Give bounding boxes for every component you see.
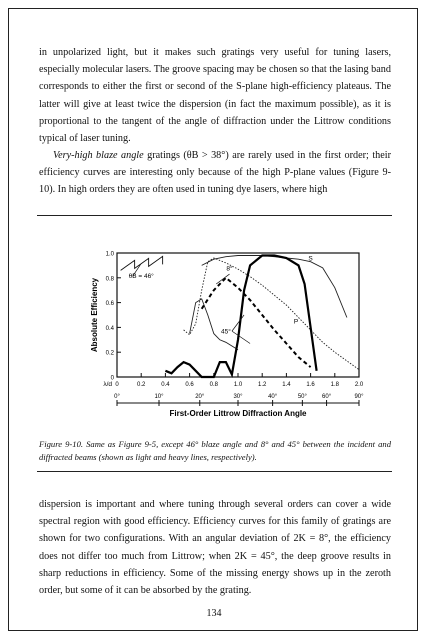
y-tick-label: 1.0 [105, 251, 114, 258]
pointer-45deg [232, 315, 250, 344]
angle-tick-label: 90° [354, 394, 364, 400]
chart-annotation: S [308, 255, 313, 263]
x-tick-label: 0.4 [161, 382, 170, 388]
x-tick-label: 1.2 [258, 382, 267, 388]
series-line-1 [202, 256, 347, 318]
angle-tick-label: 10° [154, 394, 164, 400]
angle-tick-label: 40° [268, 394, 278, 400]
x-tick-label: 0.8 [209, 382, 218, 388]
paragraph-2-lead: Very-high blaze angle [53, 150, 144, 161]
angle-tick-label: 60° [322, 394, 332, 400]
angle-tick-label: 30° [233, 394, 243, 400]
x-tick-label: 1.4 [282, 382, 291, 388]
x-tick-label: 0 [115, 382, 119, 388]
series-line-5 [165, 256, 316, 378]
y-tick-label: 0.2 [105, 350, 114, 357]
chart-annotation: 8° [226, 265, 233, 273]
x-tick-label: 2.0 [354, 382, 364, 388]
page-number: 134 [206, 608, 222, 619]
grating-profile-sketch [121, 256, 163, 270]
y-tick-label: 0.8 [105, 276, 114, 283]
figure-bottom-rule [37, 471, 392, 472]
x-axis-label: First-Order Littrow Diffraction Angle [169, 409, 307, 418]
chart-annotation: 45° [220, 328, 231, 336]
x-tick-label: 1.8 [330, 382, 339, 388]
angle-tick-label: 0° [114, 394, 120, 400]
paragraph-2-body: gratings (θB > 38°) are rarely used in the first order; their efficiency curves are interesting only because of the high P-plane values (Figure 9-10). In high orders they are often used in tuning dye lasers, where high [39, 150, 391, 196]
angle-tick-label: 20° [195, 394, 205, 400]
paragraph-3: dispersion is important and where tuning through several orders can cover a wide spectral region with good efficiency. Efficiency curves for this family of gratings are shown for two configurations. With an angular deviation of 2K = 8°, the efficiency does not differ too much from Littrow; when 2K = 45°, the deep groove results in sharp reductions in efficiency. Some of the missing energy shows up in the zeroth order, but some of it can be absorbed by the grating. [39, 499, 391, 597]
chart-annotation: θB = 46° [128, 272, 154, 280]
y-axis-label: Absolute Efficiency [90, 277, 99, 353]
series-line-3 [190, 299, 238, 350]
y-tick-label: 0 [110, 375, 114, 382]
series-line-2 [184, 258, 359, 370]
x-tick-label: 0.2 [137, 382, 146, 388]
plot-frame [117, 253, 359, 377]
figure-top-rule [37, 215, 392, 216]
y-tick-label: 0.6 [105, 301, 114, 308]
chart-annotation: P [293, 318, 299, 326]
figure-caption: Figure 9-10. Same as Figure 9-5, except 46° blaze angle and 8° and 45° between the incident and diffracted beams (shown as light and heavy lines, respectively). [39, 439, 391, 462]
x-tick-label: 0.6 [185, 382, 194, 388]
paragraph-2 [39, 147, 391, 199]
efficiency-chart [87, 247, 372, 429]
page [8, 8, 418, 631]
angle-tick-label: 50° [297, 394, 307, 400]
x-tick-label: 1.0 [233, 382, 243, 388]
pointer-8deg [216, 274, 229, 284]
paragraph-1: in unpolarized light, but it makes such gratings very useful for tuning lasers, especially molecular lasers. The groove spacing may be chosen so that the lasing band corresponds to either the first or second of the S-plane high-efficiency plateaus. The latter will give at least twice the dispersion (in fact the maximum possible), as it is proportional to the tangent of the angle of diffraction under the Littrow conditions typical of laser tuning. [39, 47, 391, 145]
y-tick-label: 0.4 [105, 325, 114, 332]
x-axis-inner-label: λ/d [103, 381, 112, 388]
x-tick-label: 1.6 [306, 382, 315, 388]
